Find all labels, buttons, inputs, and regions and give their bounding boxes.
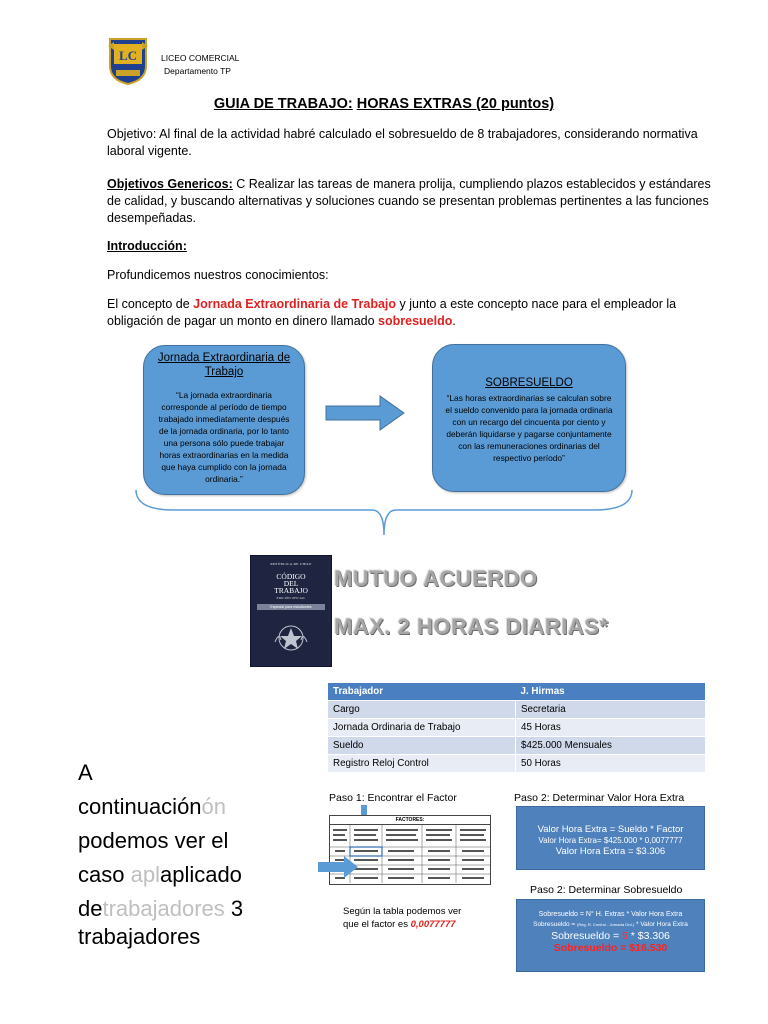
objective-paragraph: Objetivo: Al final de la actividad habré calculado el sobresueldo de 8 trabajadores, considerando normativa laboral vigente.	[107, 127, 698, 158]
table-row	[328, 719, 705, 737]
factor-note-line1: Según la tabla podemos ver	[343, 906, 462, 917]
sb-line2-prefix: Sobresueldo =	[533, 921, 578, 928]
vhe-line2: Valor Hora Extra= $425.000 * 0,0077777	[538, 836, 683, 845]
coat-of-arms-icon	[251, 620, 331, 661]
sobresueldo-box-text: “Las horas extraordinarias se calculan sobre el sueldo convenido para la jornada ordinaria con un recargo del cincuenta por ciento y deberán liquidarse y pagarse conjuntamente con las remuneraciones ordinarias del respectivo período”	[445, 393, 613, 463]
sb-line3	[517, 930, 704, 942]
book-title-1: CÓDIGO	[276, 572, 306, 581]
continuation-text	[78, 756, 248, 949]
step1-title: Paso 1: Encontrar el Factor	[329, 792, 457, 804]
intro-heading: Introducción:	[107, 239, 187, 253]
table-cell: Secretaria	[516, 701, 706, 719]
intro-line: Profundicemos nuestros conocimientos:	[107, 268, 329, 282]
ghost-word: apl	[130, 862, 160, 887]
sb-line2-suffix: * Valor Hora Extra	[634, 921, 688, 928]
table-cell: Sueldo	[328, 737, 516, 755]
svg-text:LC: LC	[118, 48, 138, 63]
table-cell: Registro Reloj Control	[328, 755, 516, 773]
department-name: Departamento TP	[164, 66, 231, 76]
school-logo	[104, 36, 152, 86]
sb-extra-hours: 5	[622, 930, 628, 942]
sb-line3-suffix: * $3.306	[627, 930, 670, 942]
sb-line2-small: (Reg. R. Control - Jornada Ord.)	[577, 922, 635, 927]
jornada-box-text: “La jornada extraordinaria corresponde al período de tiempo trabajado inmediatamente después de la jornada ordinaria, por lo tanto una persona sólo puede trabajar horas extraordinarias en la medida que haya cumplido con la jornada ordinaria.”	[158, 390, 290, 484]
worker-table	[328, 683, 705, 773]
sb-line2	[517, 921, 704, 928]
school-header	[161, 52, 239, 78]
step2a-title: Paso 2: Determinar Valor Hora Extra	[514, 792, 685, 804]
mutuo-acuerdo-text: MUTUO ACUERDO	[334, 566, 538, 591]
generic-objectives-label: Objetivos Genericos:	[107, 177, 233, 191]
book-republic: REPÚBLICA DE CHILE	[270, 562, 312, 566]
word: continuación	[78, 794, 202, 819]
sobresueldo-calc-box	[516, 899, 705, 972]
book-bar: Especial para estudiantes	[257, 604, 325, 610]
factor-note	[343, 905, 461, 931]
book-edition: EDICIÓN OFICIAL	[276, 596, 306, 600]
generic-objectives-paragraph	[107, 176, 722, 227]
table-header-cell: J. Hirmas	[516, 683, 706, 701]
max-horas-text: MAX. 2 HORAS DIARIAS*	[334, 614, 609, 639]
factor-value: 0,0077777	[410, 919, 456, 930]
table-row	[328, 701, 705, 719]
word: caso	[78, 862, 125, 887]
right-arrow-icon	[326, 396, 404, 435]
right-arrow-small-icon	[318, 856, 358, 883]
generic-objectives-text: C Realizar las tareas de manera prolija, cumpliendo plazos establecidos y estándares de calidad, y buscando alternativas y soluciones cuando se presentan problemas pertinentes a las funciones desempeñadas.	[107, 177, 711, 225]
worker-table-header	[328, 683, 705, 701]
table-header-cell: Trabajador	[328, 683, 516, 701]
jornada-box-title: Jornada Extraordinaria de Trabajo	[157, 352, 291, 378]
concept-part3: .	[452, 314, 456, 328]
table-row	[328, 737, 705, 755]
book-title-2: DEL	[283, 579, 299, 588]
sb-line3-prefix: Sobresueldo =	[551, 930, 623, 942]
continuation-line-5: trabajadores	[78, 924, 201, 949]
sb-result: Sobresueldo = $16.530	[553, 942, 668, 954]
title-prefix: GUIA DE TRABAJO:	[213, 96, 353, 112]
ghost-word: trabajadores	[102, 896, 225, 921]
concept-part2: y junto a este concepto nace para el empleador la obligación de pagar un monto en dinero llamado	[107, 297, 677, 328]
table-cell: Jornada Ordinaria de Trabajo	[328, 719, 516, 737]
jornada-box	[143, 345, 305, 495]
table-cell: 50 Horas	[516, 755, 706, 773]
factor-note-prefix: que el factor es	[343, 919, 411, 930]
word: aplicado	[159, 862, 242, 887]
table-cell: $425.000 Mensuales	[516, 737, 706, 755]
valor-hora-extra-box	[516, 806, 705, 870]
factor-table-header: FACTORES:	[330, 816, 490, 825]
vhe-line3: Valor Hora Extra = $3.306	[555, 846, 666, 857]
word: A	[78, 760, 93, 785]
continuation-line-1	[78, 756, 248, 824]
concept-term-jornada: Jornada Extraordinaria de Trabajo	[193, 297, 397, 311]
codigo-del-trabajo-book	[250, 555, 332, 667]
continuation-line-3	[78, 858, 248, 892]
step2b-title: Paso 2: Determinar Sobresueldo	[530, 884, 683, 896]
concept-part1: El concepto de	[107, 297, 194, 311]
table-row	[328, 755, 705, 773]
word: 3	[230, 896, 244, 921]
concept-paragraph	[107, 296, 677, 330]
sobresueldo-box	[432, 344, 626, 492]
table-cell: Cargo	[328, 701, 516, 719]
ghost-word: ón	[201, 794, 227, 819]
word: de	[78, 896, 103, 921]
table-cell: 45 Horas	[516, 719, 706, 737]
school-name: LICEO COMERCIAL	[161, 53, 240, 63]
continuation-line-2: podemos ver el	[78, 828, 229, 853]
sb-line1: Sobresueldo = N° H. Extras * Valor Hora Extra	[538, 911, 683, 918]
factor-note-line2	[343, 918, 461, 931]
page-title	[0, 96, 768, 112]
title-main: HORAS EXTRAS (20 puntos)	[356, 96, 555, 112]
concept-term-sobresueldo: sobresueldo	[378, 314, 453, 328]
brace-connector	[134, 490, 634, 545]
book-title-3: TRABAJO	[274, 586, 308, 595]
vhe-line1: Valor Hora Extra = Sueldo * Factor	[537, 824, 684, 835]
sobresueldo-box-title: SOBRESUELDO	[485, 377, 573, 389]
